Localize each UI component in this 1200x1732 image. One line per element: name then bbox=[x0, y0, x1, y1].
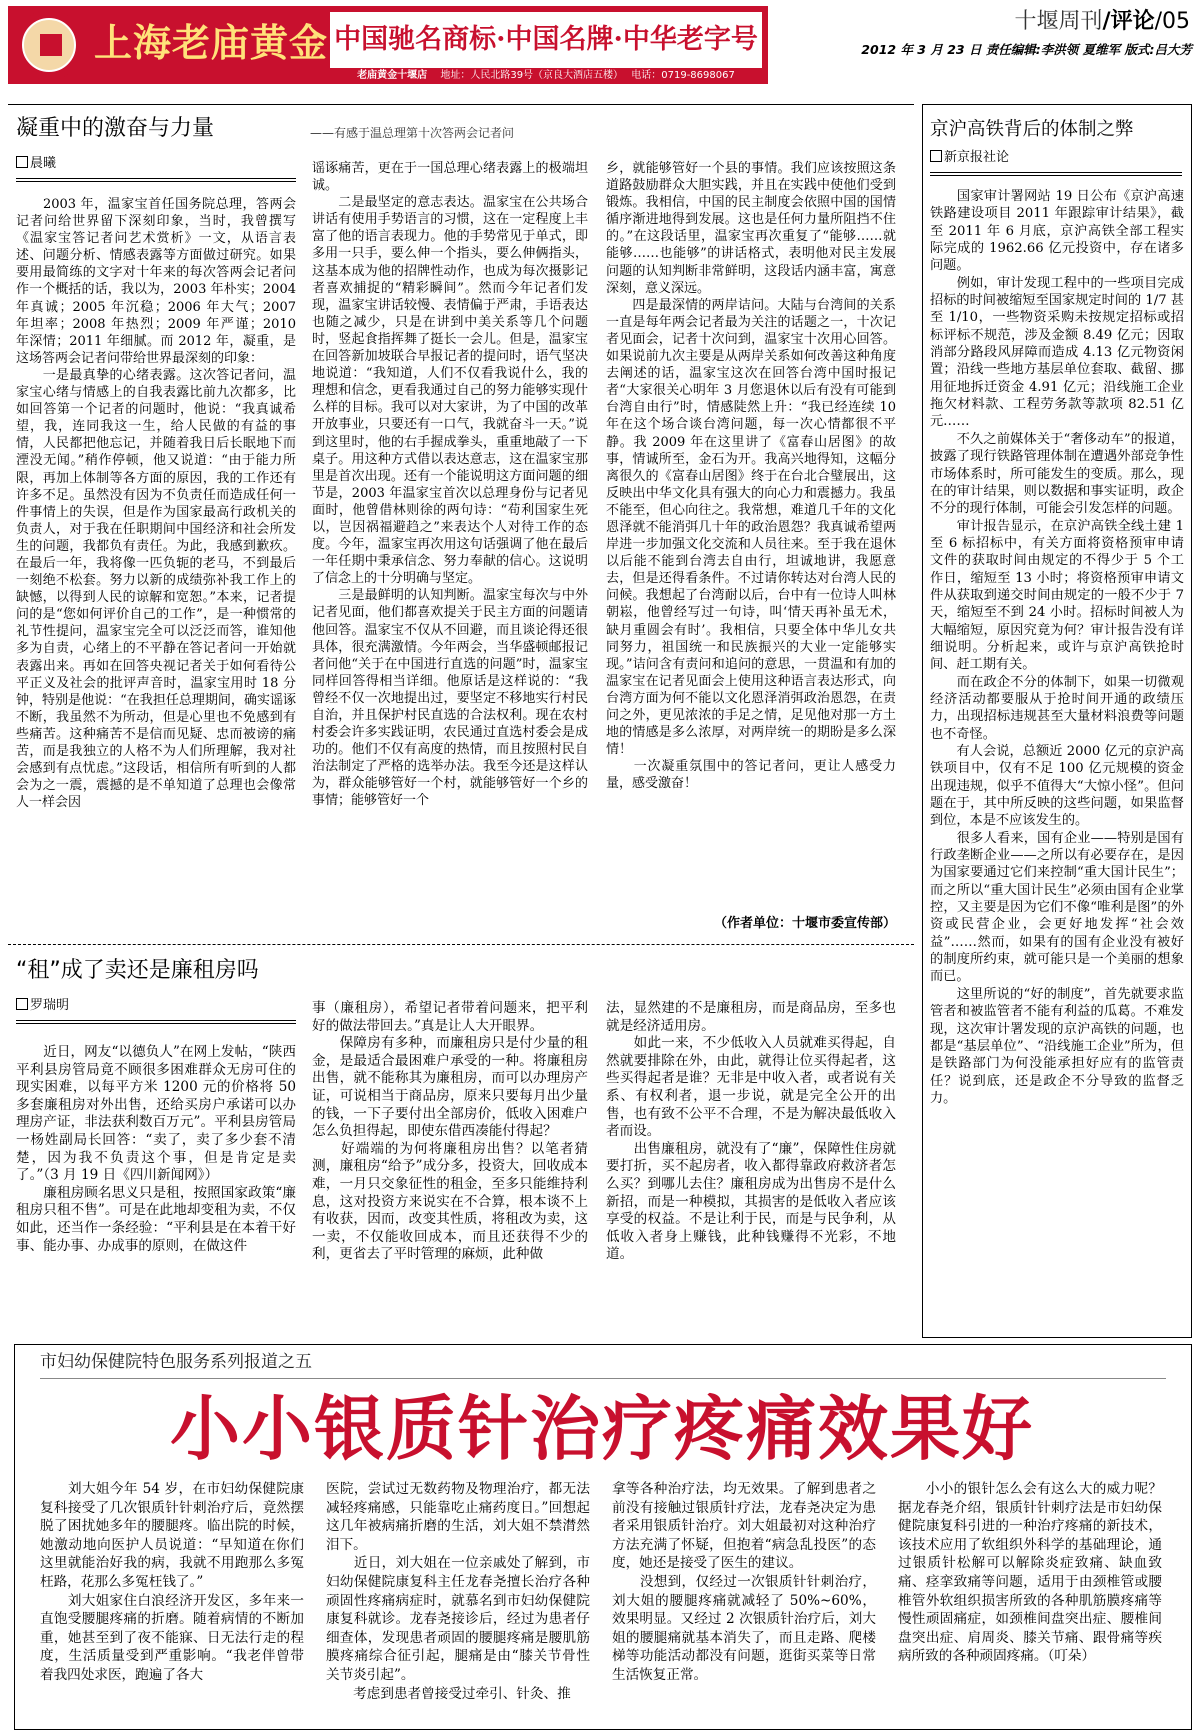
article4-headline: 小小银质针治疗疼痛效果好 bbox=[170, 1388, 1034, 1470]
page-number: 05 bbox=[1162, 9, 1190, 34]
store-line: 老庙黄金十堰店 bbox=[357, 70, 428, 81]
article2-author: 罗瑞明 bbox=[30, 998, 70, 1013]
article2-title: “租”成了卖还是廉租房吗 bbox=[16, 958, 259, 983]
slogan-panel bbox=[330, 12, 762, 68]
article3-byline bbox=[930, 150, 1009, 166]
masthead bbox=[0, 0, 1200, 96]
phone-value: 0719-8698067 bbox=[661, 70, 735, 81]
phone-label: 电话： bbox=[631, 70, 662, 81]
article2-rule bbox=[16, 1020, 296, 1024]
store-info bbox=[330, 69, 762, 83]
laomiao-logo-icon bbox=[14, 10, 84, 80]
section-name: 评论 bbox=[1110, 9, 1155, 34]
page-label: 十堰周刊/评论/05 bbox=[1014, 9, 1190, 34]
byline-box-icon bbox=[16, 156, 28, 168]
byline-box-icon bbox=[16, 998, 28, 1010]
article4-column-1: 刘大姐今年 54 岁，在市妇幼保健院康复科接受了几次银质针针刺治疗后，竟然摆脱了困扰她多年的腰腿疼。临出院的时候，她激动地向医护人员说道：“早知道在你们这里就能治好我的病，我就不用跑那么多冤枉路，花那么多冤枉钱了。” 刘大姐家住白浪经济开发区，多年来一直饱受腰腿疼痛的折磨。随着病情的不断加重，她甚至到了夜不能寐、日无法行走的程度，生活质量受到严重影响。“我老伴曾带着我四处求医，跑遍了各大 bbox=[40, 1481, 304, 1683]
article1-column-2: 谣诼痛苦，更在于一国总理心绪表露上的极端坦诚。 二是最坚定的意志表达。温家宝在公共场合讲话有使用手势语言的习惯，这在一定程度上丰富了他的语言表现力。他的手势常见于单式，即多用一只手，要么伸一个指头，要么伸俩指头，这基本成为他的招牌性动作，也成为每次摄影记者喜欢捕捉的“精彩瞬间”。然而今年记者们发现，温家宝讲话较慢、表情偏于严肃，手语表达也随之减少，只是在讲到中美关系等几个问题时，竖起食指挥舞了挺长一会儿。但是，温家宝在回答新加坡联合早报记者的提问时，语气坚决地说道：“我知道，人们不仅看我说什么，我的理想和信念，更看我通过自己的努力能够实现什么样的目标。我可以对大家讲，为了中国的改革开放事业，只要还有一口气，我就奋斗一天。”说到这里时，他的右手握成拳头，重重地敲了一下桌子。用这种方式借以表达意志，这在温家宝那里是首次出现。还有一个能说明这方面问题的细节是，2003 年温家宝首次以总理身份与记者见面时，他曾借林则徐的两句诗：“苟利国家生死以，岂因祸福避趋之”来表达个人对待工作的态度。今年，温家宝再次用这句话强调了他在最后一年任期中秉承信念、努力奉献的信心。这说明了信念上的十分明确与坚定。 三是最鲜明的认知判断。温家宝每次与中外记者见面，他们都喜欢提关于民主方面的问题请他回答。温家宝不仅从不回避，而且谈论得还很具体，很充满激情。今年两会，当华盛顿邮报记者问他“关于在中国进行直选的问题”时，温家宝同样回答得相当详细。他原话是这样说的：“我曾经不仅一次地提出过，要坚定不移地实行村民自治，并且保护村民直选的合法权利。现在农村村委会许多实践证明，农民通过直选村委会是成功的。他们不仅有高度的热情，而且按照村民自治法制定了严格的选举办法。我至今还是这样认为，群众能够管好一个村，就能够管好一个乡的事情；能够管好一个 bbox=[312, 161, 588, 809]
slogan: 中国驰名商标·中国名牌·中华老字号 bbox=[334, 24, 758, 55]
article2-byline bbox=[16, 998, 69, 1014]
date-line: 2012 年 3 月 23 日 责任编辑:李洪领 夏维军 版式:吕大芳 bbox=[861, 42, 1192, 57]
article3-author: 新京报社论 bbox=[944, 150, 1010, 165]
article1-column-1: 2003 年，温家宝首任国务院总理，答两会记者问给世界留下深刻印象，当时，我曾撰写《温家宝答记者问艺术赏析》一文，从语言表述、问题分析、情感表露等方面做过研究。如果要用最简练的文字对十年来的每次答两会记者问作一个概括的话，我以为，2003 年朴实；2004 年真诚；2005 年沉稳；2006 年大气；2007 年坦率；2008 年热烈；2009 年严谨；2010 年深情；2011 年细腻。而 2012 年，凝重，是这场答两会记者问带给世界最深刻的印象： 一是最真挚的心绪表露。这次答记者问，温家宝心绪与情感上的自我表露比前九次都多，比如回答第一个记者的问题时，他说：“我真诚希望，我，连同我这一生，给人民做的有益的事情，人民都把他忘记，并随着我日后长眠地下而湮没无闻。”稍作停顿，他又说道：“由于能力所限，再加上体制等各方面的原因，我的工作还有许多不足。虽然没有因为不负责任而造成任何一件事情上的失误，但是作为国家最高行政机关的负责人，对于我在任职期间中国经济和社会所发生的问题，我都负有责任。为此，我感到歉疚。在最后一年，我将像一匹负轭的老马，不到最后一刻绝不松套。努力以新的成绩弥补我工作上的缺憾，以得到人民的谅解和宽恕。”本来，记者提问的是“您如何评价自己的工作”，是一种惯常的礼节性提问，温家宝完全可以泛泛而答，谁知他多为自责，心绪上的不平静在答记者问一开始就表露出来。再如在回答央视记者关于如何看待公平正义及社会的批评声音时，温家宝用时 18 分钟，特别是他说：“在我担任总理期间，确实谣诼不断，我虽然不为所动，但是心里也不免感到有些痛苦。这种痛苦不是信而见疑、忠而被谤的痛苦，而是我独立的人格不为人们所理解，我对社会感到有点忧虑。”这段话，相信所有听到的人都会为之一震，震撼的是不单知道了总理也会像常人一样会因 bbox=[16, 197, 296, 811]
article2-column-3: 法，显然建的不是廉租房，而是商品房，至多也就是经济适用房。 如此一来，不少低收入人员就难买得起，自然就要排除在外，由此，就得让位买得起者，这些买得起者是谁？无非是中收入者，或者说有关系、有权利者，退一步说，就是完全公开的出售，也有致不公平不合理，不是为解决最低收入者而设。 出售廉租房，就没有了“廉”，保障性住房就要打折，买不起房者，收入都得靠政府救济者怎么买？到哪儿去住？廉租房成为出售房不是什么新招，而是一种模拟，其损害的是低收入者应该享受的权益。不是让利于民，而是与民争利，从低收入者身上赚钱，此种钱赚得不光彩，不地道。 bbox=[606, 1000, 896, 1263]
article1-column-3: 乡，就能够管好一个县的事情。我们应该按照这条道路鼓励群众大胆实践，并且在实践中使他们受到锻炼。我相信，中国的民主制度会依照中国的国情循序渐进地得到发展。这也是任何力量所阻挡不住的。”在这段话里，温家宝再次重复了“能够……就能够……也能够”的讲话格式，表明他对民主发展问题的认知判断非常鲜明，这段话内涵丰富，寓意深刻，意义深远。 四是最深情的两岸诘问。大陆与台湾间的关系一直是每年两会记者最为关注的话题之一，十次记者见面会，记者十次问到，温家宝十次用心回答。如果说前九次主要是从两岸关系如何改善这种角度去阐述的话，温家宝这次在回答台湾中国时报记者“大家很关心明年 3 月您退休以后有没有可能到台湾自由行”时，情感陡然上升：“我已经连续 10 年在这个场合谈台湾问题，每一次心情都很不平静。我 2009 年在这里讲了《富春山居图》的故事，情诚所至，金石为开。我高兴地得知，这幅分离很久的《富春山居图》终于在台北合璧展出，这反映出中华文化具有强大的向心力和震撼力。我虽不能至，但心向往之。我常想，难道几千年的文化恩泽就不能消弭几十年的政治恩怨？我真诚希望两岸进一步加强文化交流和人员往来。至于我在退休以后能不能到台湾去自由行，坦诚地讲，我愿意去，但是还得看条件。不过请你转达对台湾人民的问候。我想起了台湾耐以后，台中有一位诗人叫林朝崧，他曾经写过一句诗，叫‘情天再补虽无术，缺月重圆会有时’。我相信，只要全体中华儿女共同努力，祖国统一和民族振兴的大业一定能够实现。”诘问含有责问和追问的意思，一贯温和有加的温家宝在记者见面会上使用这种语言表达形式，向台湾方面为何不能以文化恩泽消弭政治恩怨，在责问之外，更见浓浓的手足之情，足见他对那一方土地的情感是多么浓厚，对两岸统一的期盼是多么深情！ 一次凝重氛围中的答记者问，更让人感受力量，感受激奋！ bbox=[606, 161, 896, 792]
article1-subtitle: ——有感于温总理第十次答两会记者问 bbox=[310, 126, 515, 140]
address-label: 地址： bbox=[440, 70, 471, 81]
article1-rule bbox=[16, 178, 296, 182]
article4-column-3: 拿等各种治疗法，均无效果。了解到患者之前没有接触过银质针疗法，龙春尧决定为患者采用银质针治疗。刘大姐最初对这种治疗方法充满了怀疑，但抱着“病急乱投医”的态度，她还是接受了医生的建议。 没想到，仅经过一次银质针针刺治疗，刘大姐的腰腿疼痛就减轻了 50%~60%，效果明显。又经过 2 次银质针治疗后，刘大姐的腰腿痛就基本消失了，而且走路、爬楼梯等功能活动都没有问题，逛街买菜等日常生活恢复正常。 bbox=[612, 1481, 876, 1683]
brand-name: 上海老庙黄金 bbox=[94, 20, 329, 65]
article1-author: 晨曦 bbox=[30, 156, 57, 171]
brand-banner bbox=[8, 6, 768, 84]
article1-byline bbox=[16, 156, 56, 172]
article2-top-rule bbox=[8, 944, 914, 945]
paper-name: 十堰周刊 bbox=[1014, 9, 1103, 34]
article1-author-unit: （作者单位：十堰市委宣传部） bbox=[713, 916, 896, 931]
article4-column-4: 小小的银针怎么会有这么大的威力呢？据龙春尧介绍，银质针针刺疗法是市妇幼保健院康复科引进的一种治疗疼痛的新技术，该技术应用了软组织外科学的基础理论，通过银质针松解可以解除炎症致痛、缺血致痛、痉挛致痛等问题，适用于由颈椎管或腰椎管外软组织损害所致的各种肌筋膜疼痛等慢性顽固痛症，如颈椎间盘突出症、腰椎间盘突出症、肩周炎、膝关节痛、跟骨痛等疾病所致的各种顽固疼痛。（叮朵） bbox=[898, 1481, 1162, 1665]
article2-column-2: 事（廉租房），希望记者带着问题来，把平利好的做法带回去。”真是让人大开眼界。 保障房有多种，而廉租房只是付少量的租金，是最适合最困难户承受的一种。将廉租房出售，就不能称其为廉租房，而可以办理房产证，可说相当于商品房，原来只要每月出少量的钱，一下子要付出全部房价，低收入困难户怎么负担得起，即使东借西凑能付得起？ 好端端的为何将廉租房出售？以笔者猜测，廉租房“给予”成分多，投资大，回收成本难，一月只交象征性的租金，至多只能维持利息，这对投资方来说实在不合算，根本谈不上有收获，因而，改变其性质，将租改为卖，这一卖，不仅能收回成本，而且还获得不少的利，更省去了平时管理的麻烦，此种做 bbox=[312, 1000, 588, 1263]
article3-title: 京沪高铁背后的体制之弊 bbox=[930, 119, 1134, 140]
byline-box-icon bbox=[930, 150, 942, 162]
article2-column-1: 近日，网友“以德负人”在网上发帖，“陕西平利县房管局竟不顾很多困难群众无房可住的现实困难，以每平方米 1200 元的价格将 50 多套廉租房对外出售，还给买房户承诺可以办理房产证，非法获利数百万元”。平利县房管局一杨姓副局长回答：“卖了，卖了多少套不清楚，因为我不负责这个事，但是肯定是卖了。”（3 月 19 日《四川新闻网》） 廉租房顾名思义只是租，按照国家政策“廉租房只租不售”。可是在此地却变租为卖，不仅如此，还当作一条经验：“平利县是在本着干好事、能办事、办成事的原则，在做这件 bbox=[16, 1044, 296, 1254]
article4-column-2: 医院，尝试过无数药物及物理治疗，都无法减轻疼痛感，只能靠吃止痛药度日。”回想起这几年被病痛折磨的生活，刘大姐不禁潸然泪下。 近日，刘大姐在一位亲戚处了解到，市妇幼保健院康复科主任龙春尧擅长治疗各种顽固性疼痛病症时，就慕名到市妇幼保健院康复科就诊。龙春尧接诊后，经过为患者仔细查体，发现患者顽固的腰腿疼痛是腰肌筋膜疼痛综合征引起，腿痛是由“膝关节骨性关节炎引起”。 考虑到患者曾接受过牵引、针灸、推 bbox=[326, 1481, 590, 1702]
article3-body: 国家审计署网站 19 日公布《京沪高速铁路建设项目 2011 年跟踪审计结果》，截至 2011 年 6 月底，京沪高铁全部工程实际完成的 1962.66 亿元投资中，存在诸多问题。 例如，审计发现工程中的一些项目完成招标的时间被缩短至国家规定时间的 1/7 甚至 1/10，一些物资采购未按规定招标或招标评标不规范，涉及金额 8.49 亿元；因取消部分路段风屏障而造成 4.13 亿元物资闲置；沿线一些地方基层单位套取、截留、挪用征地拆迁资金 4.91 亿元；沿线施工企业拖欠材料款、工程劳务款等款项 82.51 亿元…… 不久之前媒体关于“奢侈动车”的报道，披露了现行铁路管理体制在遭遇外部竞争性市场体系时，所可能发生的变质。那么，现在的审计结果，则以数据和事实证明，政企不分的现行体制，可能会引发怎样的问题。 审计报告显示，在京沪高铁全线土建 1 至 6 标招标中，有关方面将资格预审申请文件的获取时间由规定的不得少于 5 个工作日，缩短至 13 小时；将资格预审申请文件从获取到递交时间由规定的一般不少于 7 天，缩短至不到 24 小时。招标时间被人为大幅缩短，原因究竟为何？审计报告没有详细说明。分析起来，或许与京沪高铁抢时间、赶工期有关。 而在政企不分的体制下，如果一切微观经济活动都要服从于抢时间开通的政绩压力，出现招标违规甚至大量材料浪费等问题也不奇怪。 有人会说，总额近 2000 亿元的京沪高铁项目中，仅有不足 100 亿元规模的资金出现违规，似乎不值得大“大惊小怪”。但问题在于，其中所反映的这些问题，如果监督到位，本是不应该发生的。 很多人看来，国有企业——特别是国有行政垄断企业——之所以有必要存在，是因为国家要通过它们来控制“重大国计民生”；而之所以“重大国计民生”必须由国有企业掌控，又主要是因为它们不像“唯利是图”的外资或民营企业，会更好地发挥“社会效益”……然而，如果有的国有企业没有被好的制度所约束，就可能只是一个美丽的想象而已。 这里所说的“好的制度”，首先就要求监管者和被监管者不能有利益的瓜葛。不难发现，这次审计署发现的京沪高铁的问题，也都是“基层单位”、“沿线施工企业”所为，但是铁路部门为何没能承担好应有的监管责任？说到底，还是政企不分导致的监督乏力。 bbox=[930, 189, 1184, 1106]
article1-title: 凝重中的激奋与力量 bbox=[16, 116, 215, 141]
article4-series-label: 市妇幼保健院特色服务系列报道之五 bbox=[40, 1352, 312, 1372]
address-value: 人民北路39号（京良大酒店五楼） bbox=[470, 70, 619, 81]
article4-series-rule bbox=[40, 1378, 1166, 1379]
article3-rule bbox=[930, 172, 1182, 176]
